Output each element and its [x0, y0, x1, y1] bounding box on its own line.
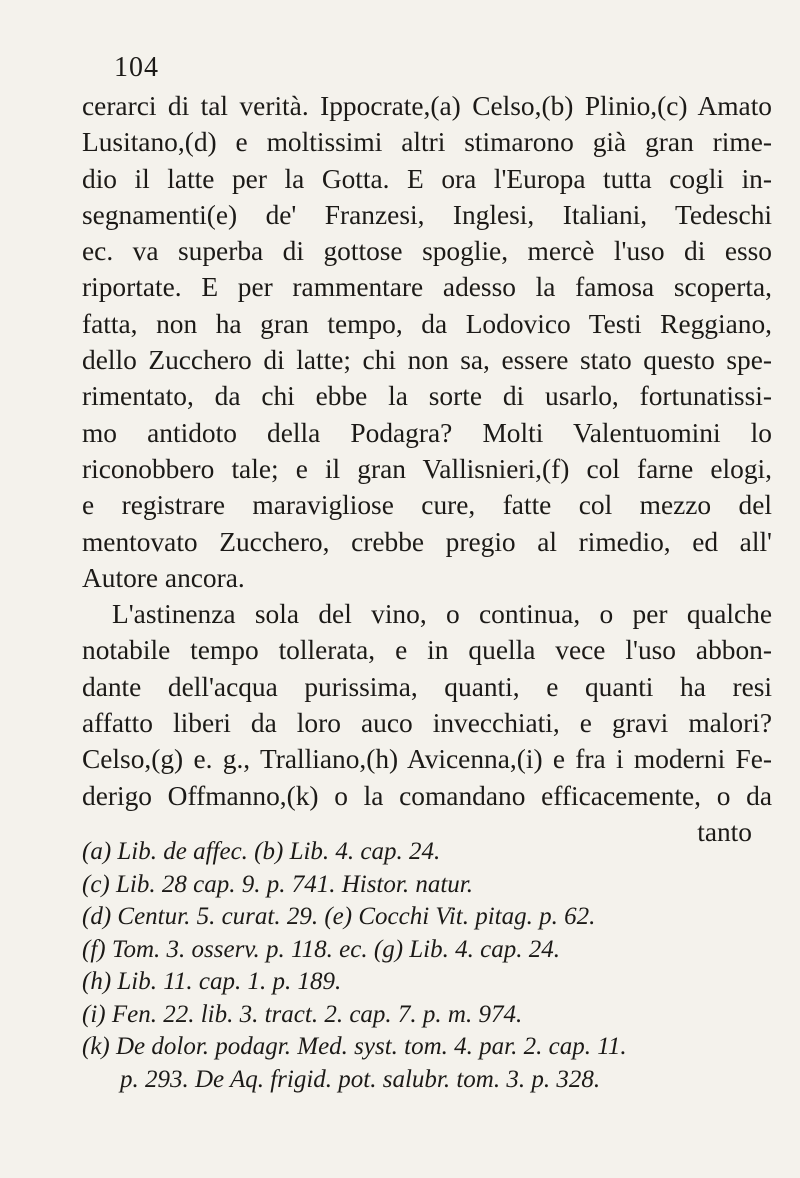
text-line: tanto: [697, 816, 752, 847]
footnote-line: (h) Lib. 11. cap. 1. p. 189.: [82, 968, 342, 995]
footnote-line: (i) Fen. 22. lib. 3. tract. 2. cap. 7. p. m. 974.: [82, 1000, 523, 1028]
text-line: dante dell'acqua purissima, quanti, e quanti ha resi: [82, 671, 772, 702]
text-line: riconobbero tale; e il gran Vallisnieri,(f) col farne elogi,: [82, 453, 772, 484]
text-line: segnamenti(e) de' Franzesi, Inglesi, Italiani, Tedeschi: [82, 199, 772, 230]
text-line: notabile tempo tollerata, e in quella vece l'uso abbon-: [82, 635, 772, 666]
footnote-line: p. 293. De Aq. frigid. pot. salubr. tom. 3. p. 328.: [120, 1065, 601, 1093]
text-line: mo antidoto della Podagra? Molti Valentuomini lo: [82, 417, 772, 448]
text-line: Celso,(g) e. g., Tralliano,(h) Avicenna,(i) e fra i moderni Fe-: [82, 744, 772, 775]
text-line: affatto liberi da loro auco invecchiati, e gravi malori?: [82, 708, 772, 739]
text-line: mentovato Zucchero, crebbe pregio al rimedio, ed all': [82, 526, 772, 557]
text-line: cerarci di tal verità. Ippocrate,(a) Celso,(b) Plinio,(c) Amato: [82, 91, 772, 121]
body-text: [82, 88, 772, 850]
text-line: L'astinenza sola del vino, o continua, o per qualche: [112, 599, 772, 630]
text-line: Autore ancora.: [82, 562, 245, 593]
footnote-line: (d) Centur. 5. curat. 29. (e) Cocchi Vit. pitag. p. 62.: [82, 903, 596, 930]
text-line: riportate. E per rammentare adesso la famosa scoperta,: [82, 272, 772, 303]
text-line: rimentato, da chi ebbe la sorte di usarlo, fortunatissi-: [82, 381, 772, 412]
footnotes: [82, 836, 772, 1096]
footnote-line: (f) Tom. 3. osserv. p. 118. ec. (g) Lib. 4. cap. 24.: [82, 935, 560, 963]
text-line: ec. va superba di gottose spoglie, mercè l'uso di esso: [82, 236, 772, 267]
text-line: e registrare maravigliose cure, fatte col mezzo del: [82, 490, 772, 521]
text-line: Lusitano,(d) e moltissimi altri stimarono già gran rime-: [82, 127, 772, 158]
footnote-line: (k) De dolor. podagr. Med. syst. tom. 4. par. 2. cap. 11.: [82, 1033, 627, 1060]
page-number: 104: [114, 52, 159, 83]
footnote-line: (c) Lib. 28 cap. 9. p. 741. Histor. natur.: [82, 870, 473, 898]
footnote-line: (a) Lib. de affec. (b) Lib. 4. cap. 24.: [82, 838, 441, 865]
text-line: dio il latte per la Gotta. E ora l'Europa tutta cogli in-: [82, 163, 772, 194]
text-line: dello Zucchero di latte; chi non sa, essere stato questo spe-: [82, 345, 772, 376]
text-line: fatta, non ha gran tempo, da Lodovico Testi Reggiano,: [82, 308, 772, 339]
text-line: derigo Offmanno,(k) o la comandano efficacemente, o da: [82, 780, 772, 811]
